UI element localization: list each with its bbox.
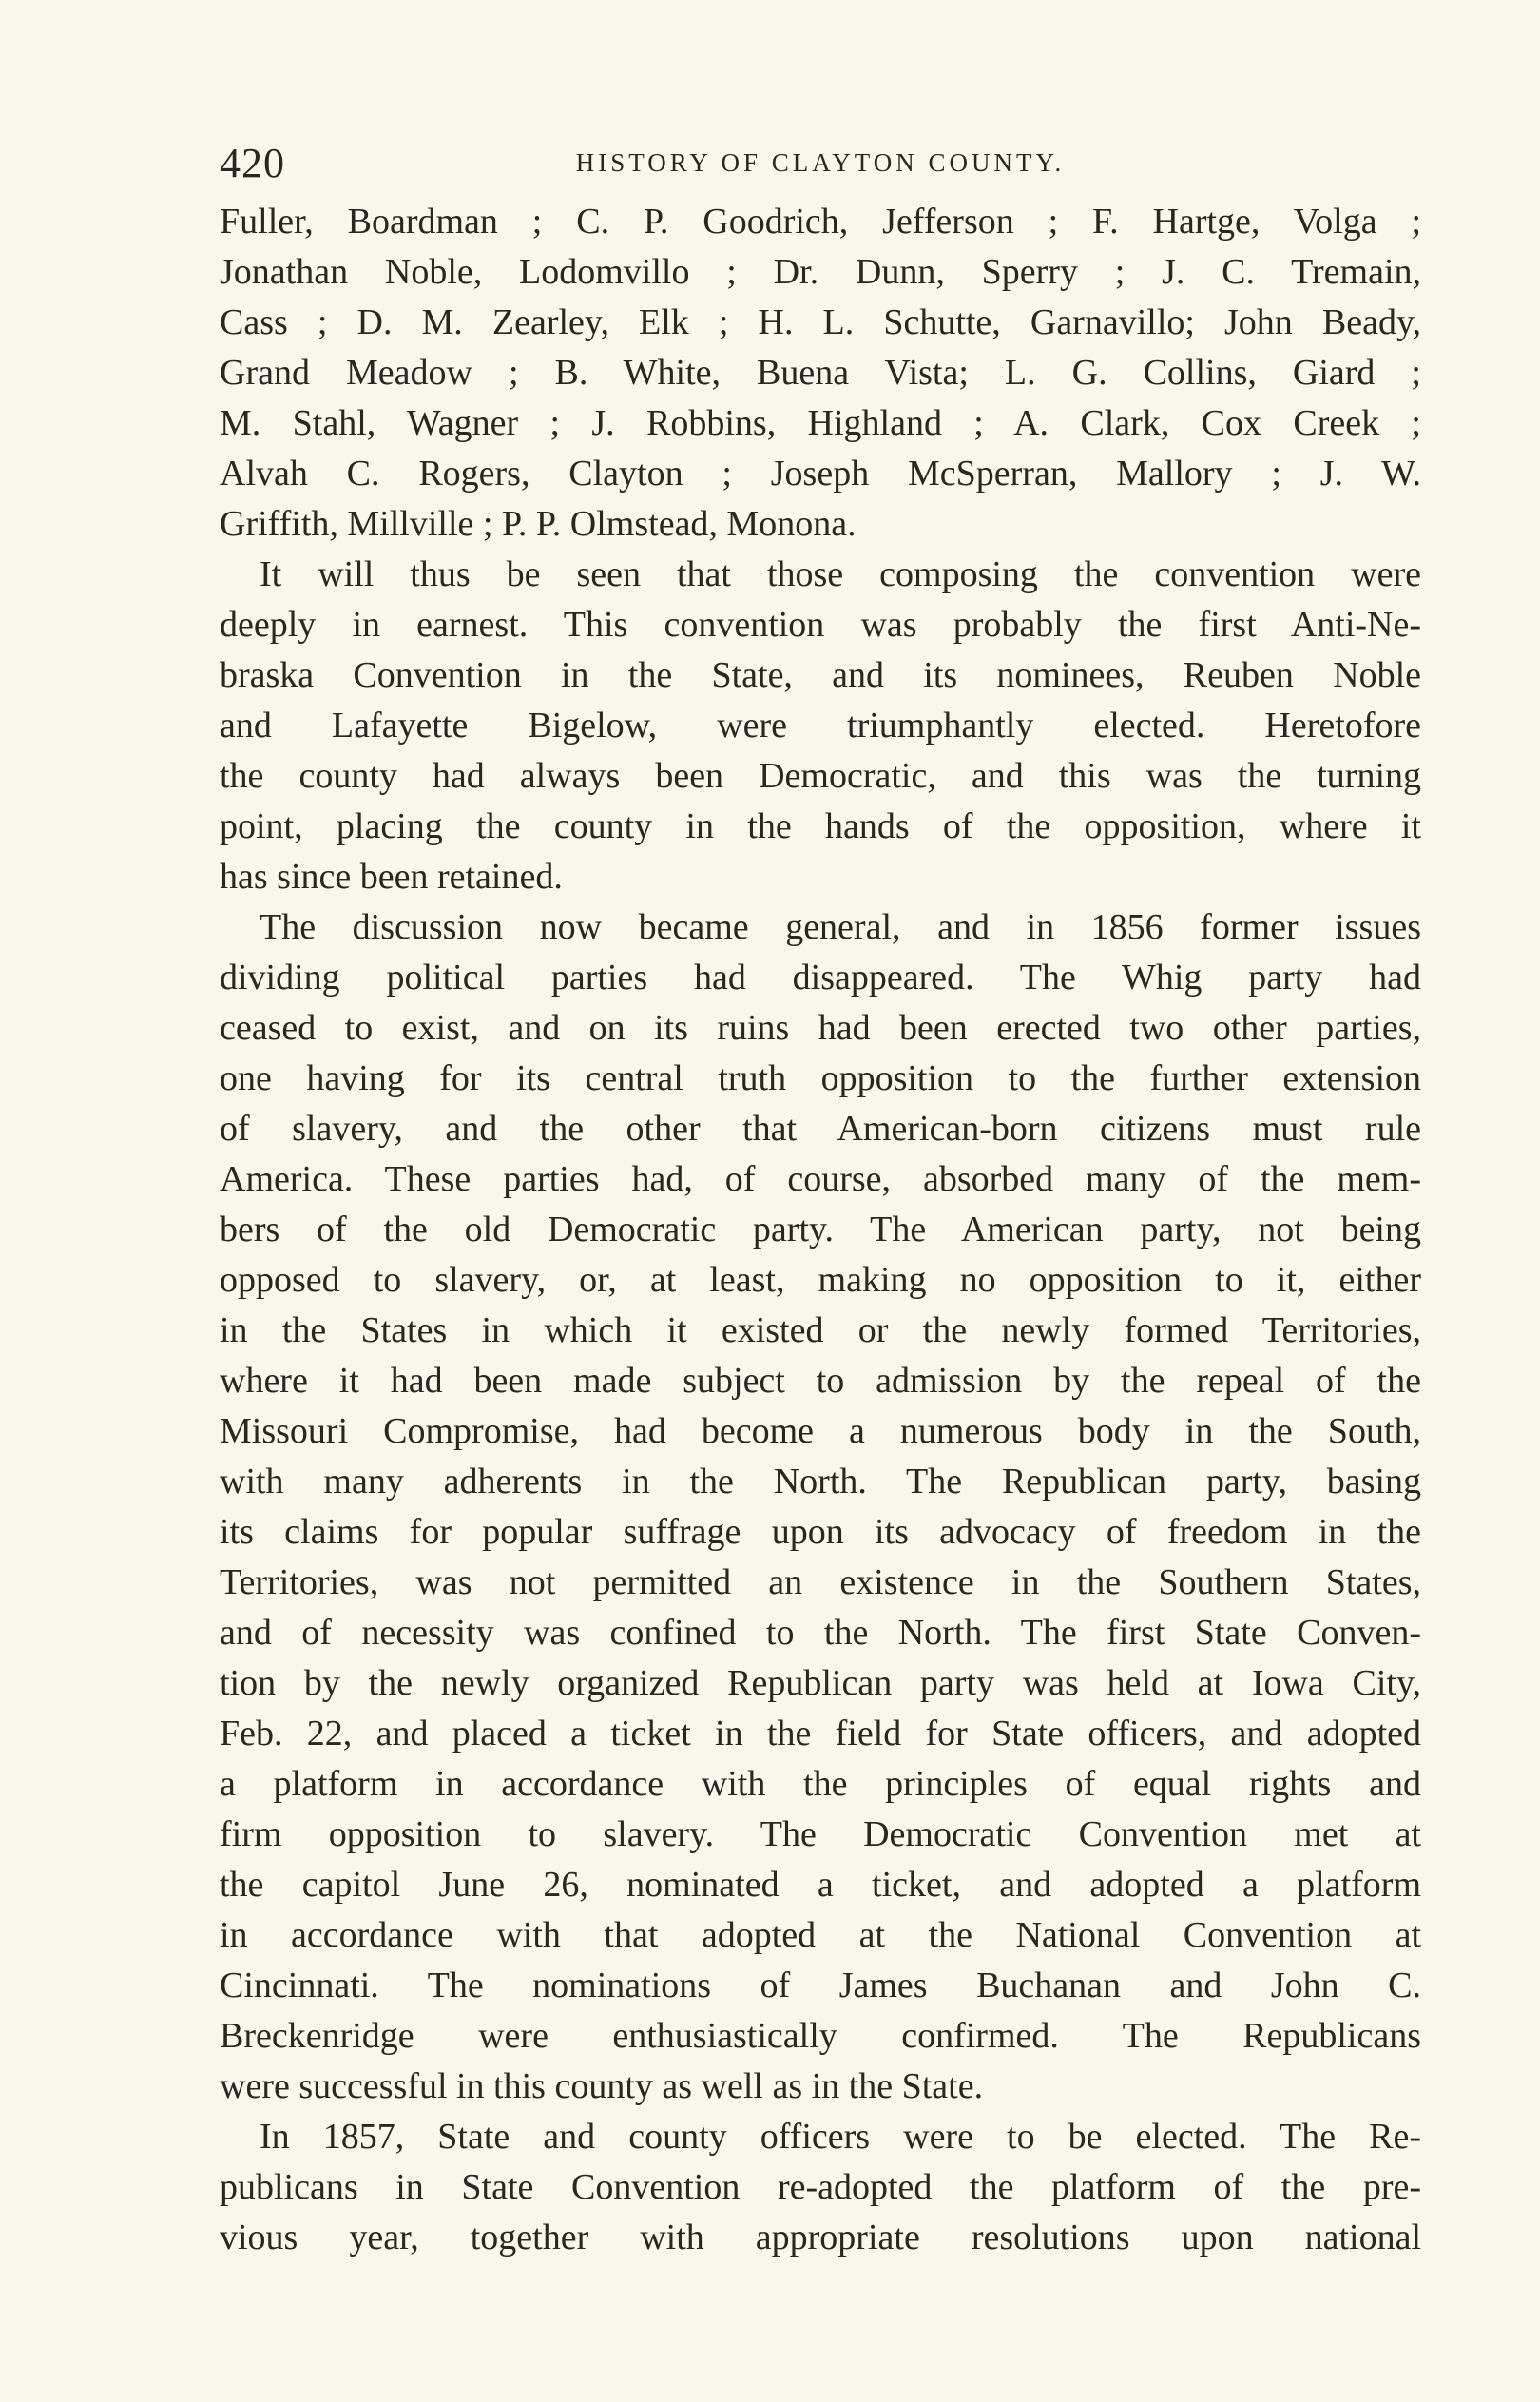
text-line: Missouri Compromise, had become a numerous body in the South, bbox=[220, 1411, 1421, 1451]
text-line: braska Convention in the State, and its nominees, Reuben Noble bbox=[220, 655, 1421, 695]
running-title: HISTORY OF CLAYTON COUNTY. bbox=[575, 148, 1066, 177]
text-line: deeply in earnest. This convention was probably the first Anti-Ne- bbox=[220, 605, 1421, 645]
text-line: America. These parties had, of course, absorbed many of the mem- bbox=[220, 1159, 1421, 1199]
text-line: It will thus be seen that those composing the convention were bbox=[260, 554, 1421, 594]
text-line: Feb. 22, and placed a ticket in the field for State officers, and adopted bbox=[220, 1714, 1421, 1753]
page-header bbox=[220, 139, 1421, 186]
text-line: vious year, together with appropriate resolutions upon national bbox=[220, 2218, 1421, 2257]
text-line: Jonathan Noble, Lodomvillo ; Dr. Dunn, Sperry ; J. C. Tremain, bbox=[220, 252, 1421, 292]
text-line: in accordance with that adopted at the National Convention at bbox=[220, 1915, 1421, 1955]
text-line: where it had been made subject to admission by the repeal of the bbox=[220, 1361, 1421, 1401]
text-line: in the States in which it existed or the newly formed Territories, bbox=[220, 1310, 1421, 1350]
text-line: its claims for popular suffrage upon its advocacy of freedom in the bbox=[220, 1512, 1421, 1552]
text-line: with many adherents in the North. The Republican party, basing bbox=[220, 1462, 1421, 1501]
text-line: publicans in State Convention re-adopted the platform of the pre- bbox=[220, 2167, 1421, 2207]
text-line: Breckenridge were enthusiastically confirmed. The Republicans bbox=[220, 2016, 1421, 2056]
text-line: In 1857, State and county officers were to be elected. The Re- bbox=[260, 2117, 1421, 2157]
text-line: and Lafayette Bigelow, were triumphantly elected. Heretofore bbox=[220, 706, 1421, 746]
text-line: tion by the newly organized Republican party was held at Iowa City, bbox=[220, 1663, 1421, 1703]
text-line: Cass ; D. M. Zearley, Elk ; H. L. Schutte, Garnavillo; John Beady, bbox=[220, 302, 1421, 342]
page-number: 420 bbox=[220, 140, 285, 186]
text-line: bers of the old Democratic party. The American party, not being bbox=[220, 1210, 1421, 1249]
text-line: M. Stahl, Wagner ; J. Robbins, Highland ; A. Clark, Cox Creek ; bbox=[220, 403, 1421, 443]
body-text bbox=[220, 197, 1421, 2263]
text-line: a platform in accordance with the principles of equal rights and bbox=[220, 1764, 1421, 1804]
text-line: of slavery, and the other that American-born citizens must rule bbox=[220, 1109, 1421, 1149]
text-line: Grand Meadow ; B. White, Buena Vista; L. G. Collins, Giard ; bbox=[220, 353, 1421, 393]
text-line: were successful in this county as well as in the State. bbox=[220, 2066, 984, 2106]
text-line: Fuller, Boardman ; C. P. Goodrich, Jefferson ; F. Hartge, Volga ; bbox=[220, 202, 1421, 242]
text-line: the county had always been Democratic, and this was the turning bbox=[220, 756, 1421, 796]
text-line: Griffith, Millville ; P. P. Olmstead, Monona. bbox=[220, 504, 857, 544]
text-line: Alvah C. Rogers, Clayton ; Joseph McSperran, Mallory ; J. W. bbox=[220, 454, 1421, 494]
text-line: firm opposition to slavery. The Democratic Convention met at bbox=[220, 1814, 1421, 1854]
text-line: point, placing the county in the hands of the opposition, where it bbox=[220, 806, 1421, 846]
text-line: has since been retained. bbox=[220, 857, 563, 897]
text-line: The discussion now became general, and in 1856 former issues bbox=[260, 907, 1421, 947]
text-line: and of necessity was confined to the North. The first State Conven- bbox=[220, 1613, 1421, 1653]
text-line: opposed to slavery, or, at least, making no opposition to it, either bbox=[220, 1260, 1421, 1300]
text-line: Cincinnati. The nominations of James Buchanan and John C. bbox=[220, 1966, 1421, 2005]
text-line: the capitol June 26, nominated a ticket, and adopted a platform bbox=[220, 1865, 1421, 1905]
text-line: dividing political parties had disappeared. The Whig party had bbox=[220, 958, 1421, 998]
text-line: Territories, was not permitted an existence in the Southern States, bbox=[220, 1562, 1421, 1602]
text-line: ceased to exist, and on its ruins had been erected two other parties, bbox=[220, 1008, 1421, 1048]
text-line: one having for its central truth opposition to the further extension bbox=[220, 1058, 1421, 1098]
